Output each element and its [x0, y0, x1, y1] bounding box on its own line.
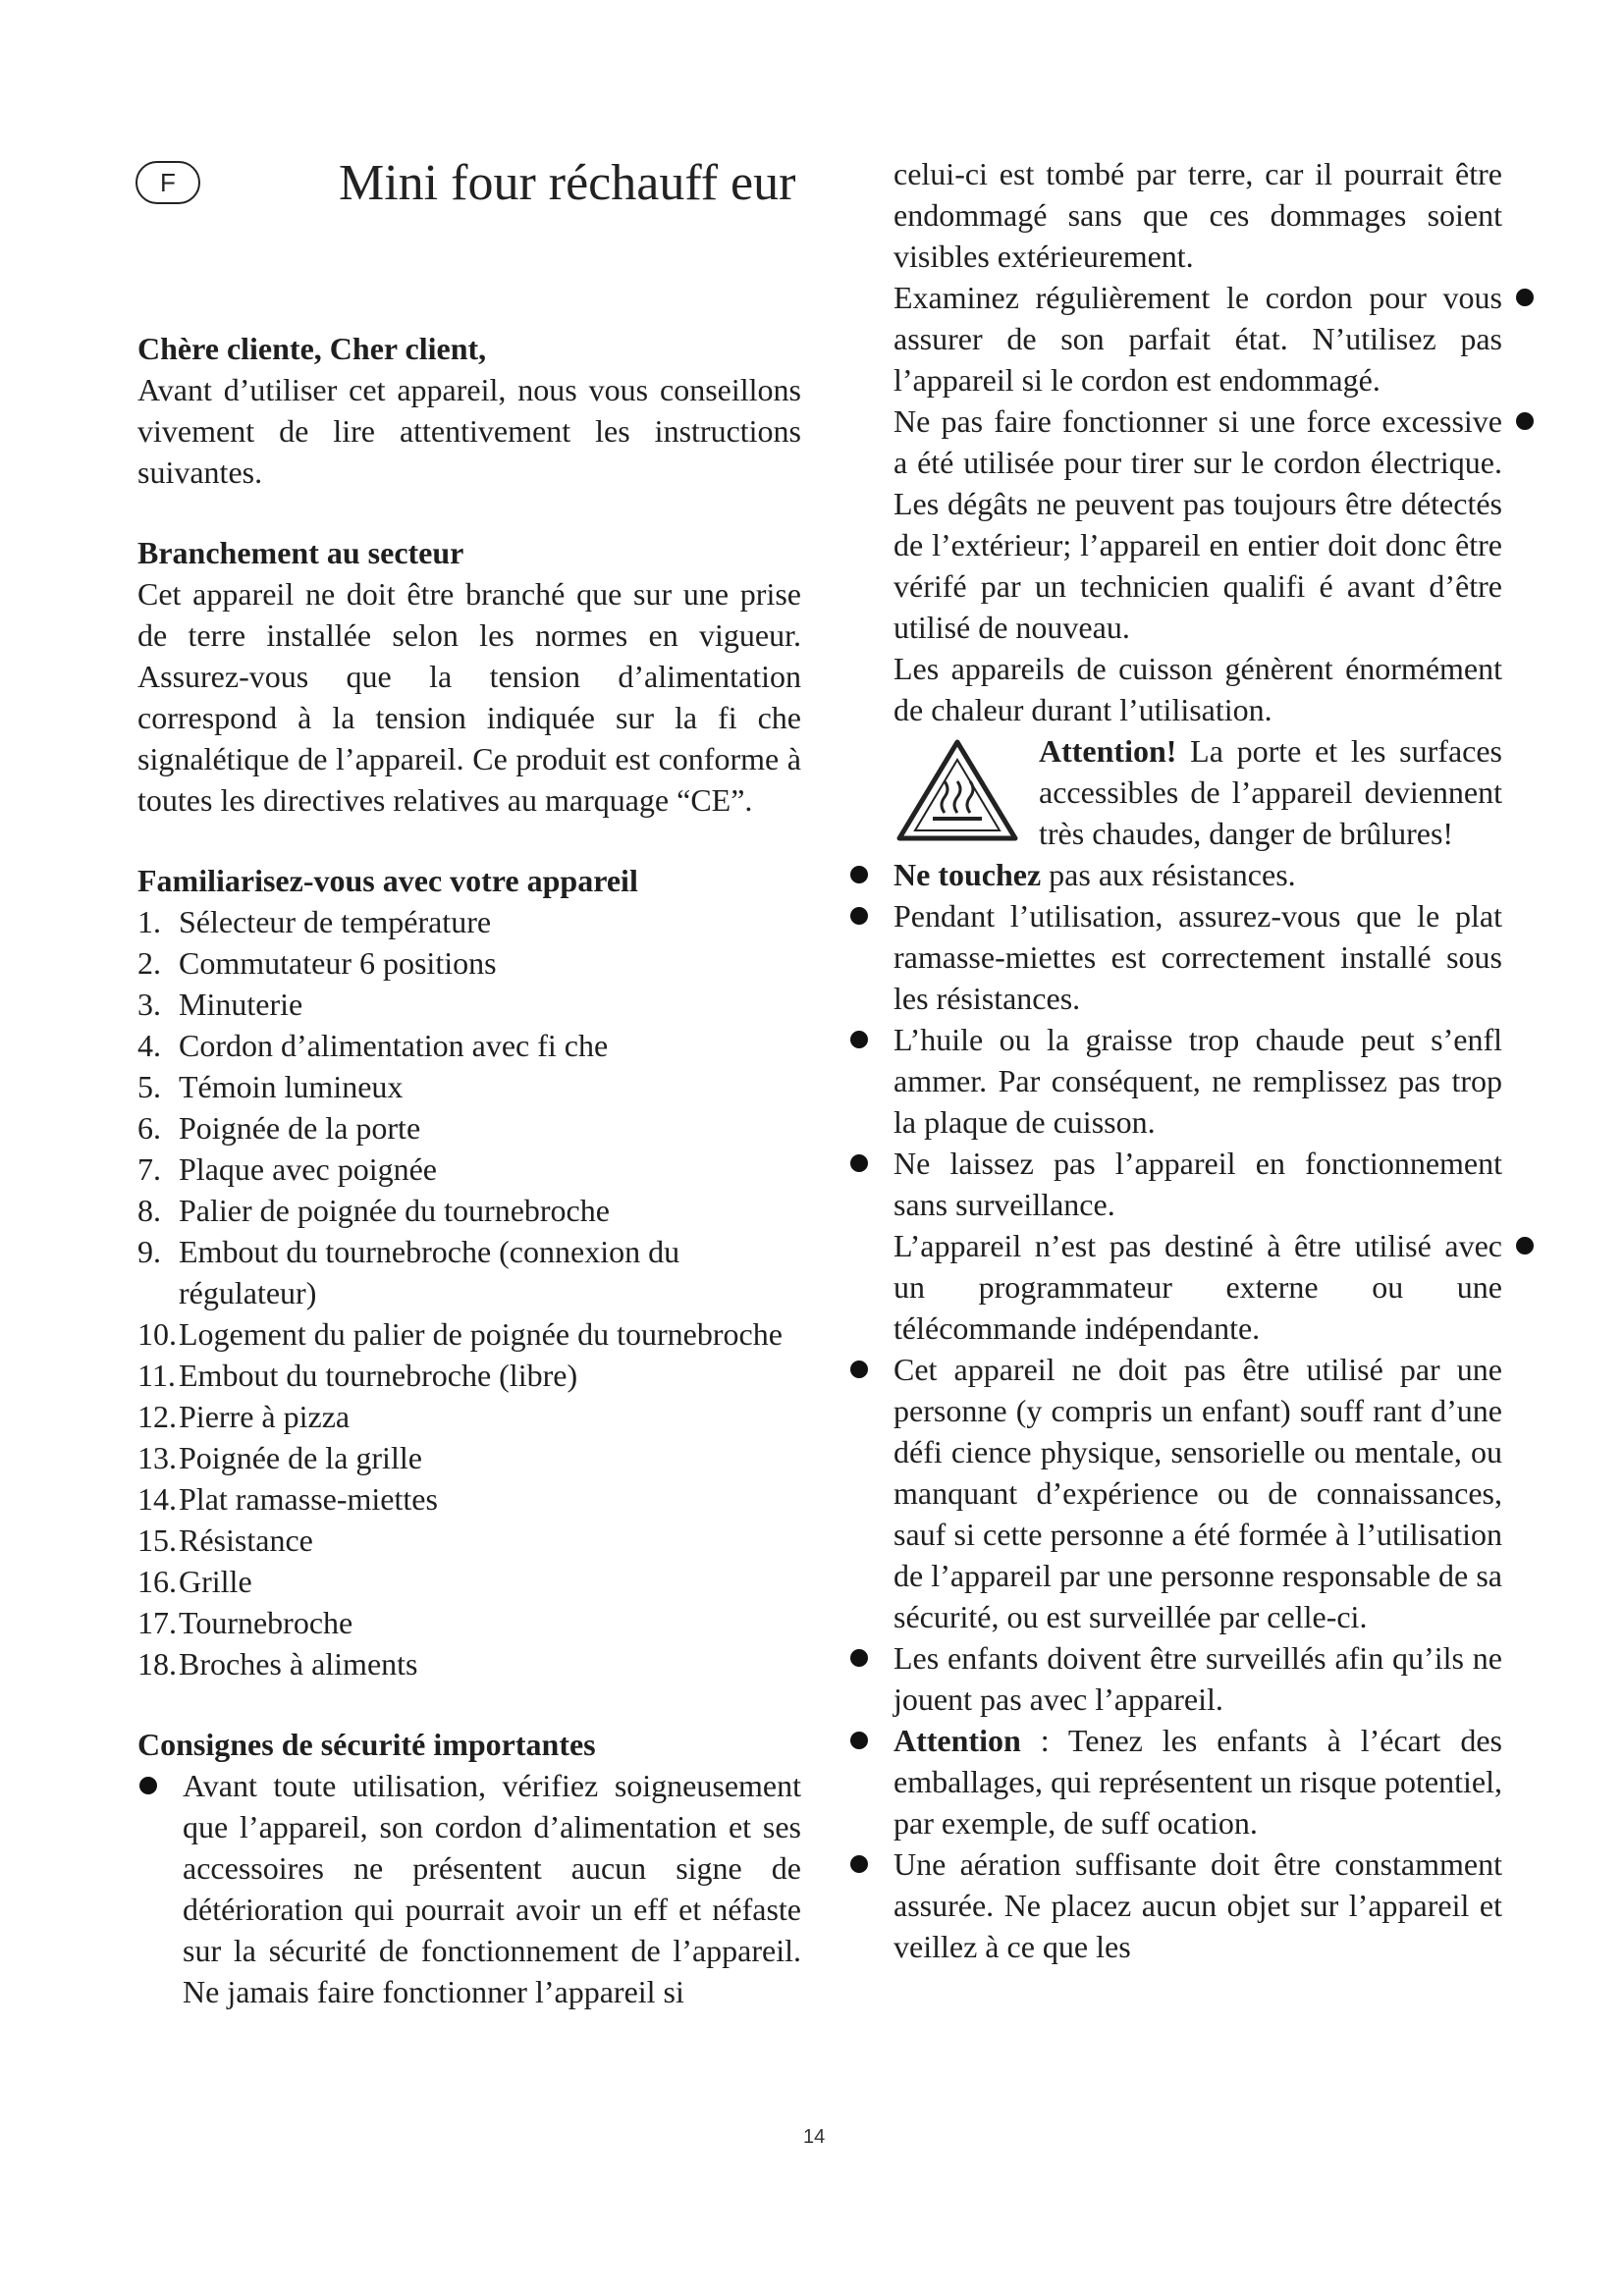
list-item-number: 5. [137, 1069, 161, 1104]
list-item [848, 895, 1502, 1019]
warning-paragraph [1039, 730, 1502, 854]
list-item-number: 16. [137, 1564, 177, 1599]
list-item [137, 1643, 801, 1684]
list-item [848, 1720, 1502, 1843]
list-item [137, 901, 801, 942]
list-item [137, 1396, 801, 1437]
safety-list-right [848, 854, 1502, 1967]
hot-surface-warning [893, 730, 1502, 854]
bullet-icon [139, 1777, 157, 1794]
bullet-bold-text: Ne touchez [893, 857, 1042, 892]
safety-heading: Consignes de sécurité importantes [137, 1727, 596, 1762]
list-item [137, 1602, 801, 1643]
list-item-text: Poignée de la porte [179, 1110, 421, 1146]
bullet-text: Les enfants doivent être surveillés afin qu’ils ne jouent pas avec l’appareil. [893, 1640, 1502, 1717]
bullet-icon [1516, 412, 1534, 430]
list-item-text: Palier de poignée du tournebroche [179, 1193, 610, 1228]
list-item [137, 1765, 801, 2012]
list-item-number: 6. [137, 1110, 161, 1146]
list-item [848, 1143, 1502, 1225]
list-item [848, 1843, 1502, 1967]
list-item [848, 854, 1502, 895]
list-item [848, 1637, 1502, 1720]
list-item-number: 8. [137, 1193, 161, 1228]
list-item-text: Plaque avec poignée [179, 1151, 437, 1187]
list-item [848, 1349, 1502, 1637]
bullet-icon [850, 1649, 868, 1667]
greeting-heading: Chère cliente, Cher client, [137, 331, 487, 366]
warning-label: Attention! [1039, 733, 1177, 769]
list-item-number: 9. [137, 1234, 161, 1269]
parts-list [137, 901, 801, 1684]
bullet-bold-text: Attention [893, 1723, 1021, 1758]
list-item-text: Commutateur 6 positions [179, 945, 497, 981]
bullet-icon [1516, 1237, 1534, 1255]
bullet-text: Avant toute utilisation, vérifiez soigneusement que l’appareil, son cordon d’alimentation et ses accessoires ne présentent aucun signe de détérioration qui pourrait avoir un eff et néfaste sur la sécurité de fonctionnement de l’appareil. Ne jamais faire fonctionner l’appareil si [183, 1768, 801, 2009]
list-item [137, 1025, 801, 1066]
bullet-text: Une aération suffisante doit être constamment assurée. Ne placez aucun objet sur l’appareil et veillez à ce que les [893, 1846, 1502, 1964]
language-badge: F [135, 161, 200, 204]
mains-heading: Branchement au secteur [137, 535, 464, 570]
bullet-icon [850, 1031, 868, 1048]
list-item [137, 1355, 801, 1396]
heat-paragraph: Les appareils de cuisson génèrent énormément de chaleur durant l’utilisation. [893, 651, 1502, 727]
intro-paragraph: Avant d’utiliser cet appareil, nous vous conseillons vivement de lire attentivement les instructions suivantes. [137, 372, 801, 490]
force-paragraph [893, 400, 1502, 648]
list-item-number: 11. [137, 1358, 176, 1393]
list-item-text: Logement du palier de poignée du tournebroche [179, 1316, 783, 1352]
bullet-text: Pendant l’utilisation, assurez-vous que le plat ramasse-miettes est correctement installé sous les résistances. [893, 898, 1502, 1016]
bullet-icon [850, 1154, 868, 1172]
list-item-number: 10. [137, 1316, 177, 1352]
list-item-number: 3. [137, 987, 161, 1022]
left-column [137, 328, 801, 2012]
force-text: Ne pas faire fonctionner si une force excessive a été utilisée pour tirer sur le cordon électrique. Les dégâts ne peuvent pas toujours être détectés de l’extérieur; l’appareil en entier doit donc être vérifé par un technicien qualifi é avant d’être utilisé de nouveau. [893, 403, 1502, 645]
list-item-text: Pierre à pizza [179, 1399, 351, 1434]
bullet-icon [850, 1361, 868, 1378]
bullet-icon [1516, 289, 1534, 306]
list-item [137, 1561, 801, 1602]
list-item-text: Embout du tournebroche (libre) [179, 1358, 578, 1393]
list-item [137, 1190, 801, 1231]
list-item-number: 2. [137, 945, 161, 981]
list-item [137, 942, 801, 984]
list-item-number: 18. [137, 1646, 177, 1682]
bullet-text: L’huile ou la graisse trop chaude peut s’enfl ammer. Par conséquent, ne remplissez pas trop la plaque de cuisson. [893, 1022, 1502, 1140]
list-item [848, 1225, 1502, 1349]
list-item-text: Sélecteur de température [179, 904, 492, 939]
list-item-text: Poignée de la grille [179, 1440, 422, 1475]
list-item [137, 1231, 801, 1313]
list-item-text: Témoin lumineux [179, 1069, 404, 1104]
list-item [137, 1520, 801, 1561]
bullet-text: Ne laissez pas l’appareil en fonctionnement sans surveillance. [893, 1146, 1502, 1222]
list-item-number: 17. [137, 1605, 177, 1640]
list-item-number: 14. [137, 1481, 177, 1517]
bullet-text: L’appareil n’est pas destiné à être utilisé avec un programmateur externe ou une télécommande indépendante. [893, 1228, 1502, 1346]
continued-paragraph: celui-ci est tombé par terre, car il pourrait être endommagé sans que ces dommages soient visibles extérieurement. [893, 156, 1502, 274]
bullet-icon [850, 1732, 868, 1749]
list-item-number: 15. [137, 1522, 177, 1558]
list-item [137, 1313, 801, 1355]
bullet-text: pas aux résistances. [1041, 857, 1296, 892]
list-item-text: Broches à aliments [179, 1646, 418, 1682]
list-item-text: Cordon d’alimentation avec fi che [179, 1028, 609, 1063]
bullet-icon [850, 866, 868, 883]
list-item-text: Résistance [179, 1522, 313, 1558]
list-item-number: 1. [137, 904, 161, 939]
cord-paragraph [893, 277, 1502, 400]
list-item [137, 1478, 801, 1520]
bullet-text: : Tenez les enfants à l’écart des emballages, qui représentent un risque potentiel, par exemple, de suff ocation. [893, 1723, 1502, 1841]
list-item [137, 1066, 801, 1107]
cord-text: Examinez régulièrement le cordon pour vous assurer de son parfait état. N’utilisez pas l’appareil si le cordon est endommagé. [893, 280, 1502, 398]
list-item-number: 4. [137, 1028, 161, 1063]
list-item [137, 1437, 801, 1478]
list-item-text: Minuterie [179, 987, 303, 1022]
bullet-icon [850, 907, 868, 925]
warning-text: La porte et les surfaces accessibles de l’appareil deviennent très chaudes, danger de brûlures! [1039, 733, 1502, 851]
mains-paragraph: Cet appareil ne doit être branché que sur une prise de terre installée selon les normes en vigueur. Assurez-vous que la tension d’alimentation correspond à la tension indiquée sur la fi che signalétique de l’appareil. Ce produit est conforme à toutes les directives relatives au marquage “CE”. [137, 576, 801, 818]
bullet-icon [850, 1855, 868, 1873]
page-title: Mini four réchauff eur [339, 155, 796, 211]
page-number: 14 [803, 2126, 826, 2148]
list-item-number: 12. [137, 1399, 177, 1434]
bullet-text: Cet appareil ne doit pas être utilisé par une personne (y compris un enfant) souff rant d’une défi cience physique, sensorielle ou mentale, ou manquant d’expérience ou de connaissances, sauf si cette personne a été formée à l’utilisation de l’appareil par une personne responsable de sa sécurité, ou est surveillée par celle-ci. [893, 1352, 1502, 1634]
list-item-text: Tournebroche [179, 1605, 353, 1640]
right-column [893, 153, 1502, 1967]
hot-surface-warning-icon [893, 736, 1021, 844]
list-item-text: Grille [179, 1564, 252, 1599]
parts-heading: Familiarisez-vous avec votre appareil [137, 863, 638, 898]
list-item-number: 13. [137, 1440, 177, 1475]
list-item [137, 1107, 801, 1148]
safety-list-left [137, 1765, 801, 2012]
list-item [137, 1148, 801, 1190]
list-item [137, 984, 801, 1025]
list-item-number: 7. [137, 1151, 161, 1187]
list-item [848, 1019, 1502, 1143]
list-item-text: Plat ramasse-miettes [179, 1481, 438, 1517]
list-item-text: Embout du tournebroche (connexion du régulateur) [179, 1234, 680, 1310]
